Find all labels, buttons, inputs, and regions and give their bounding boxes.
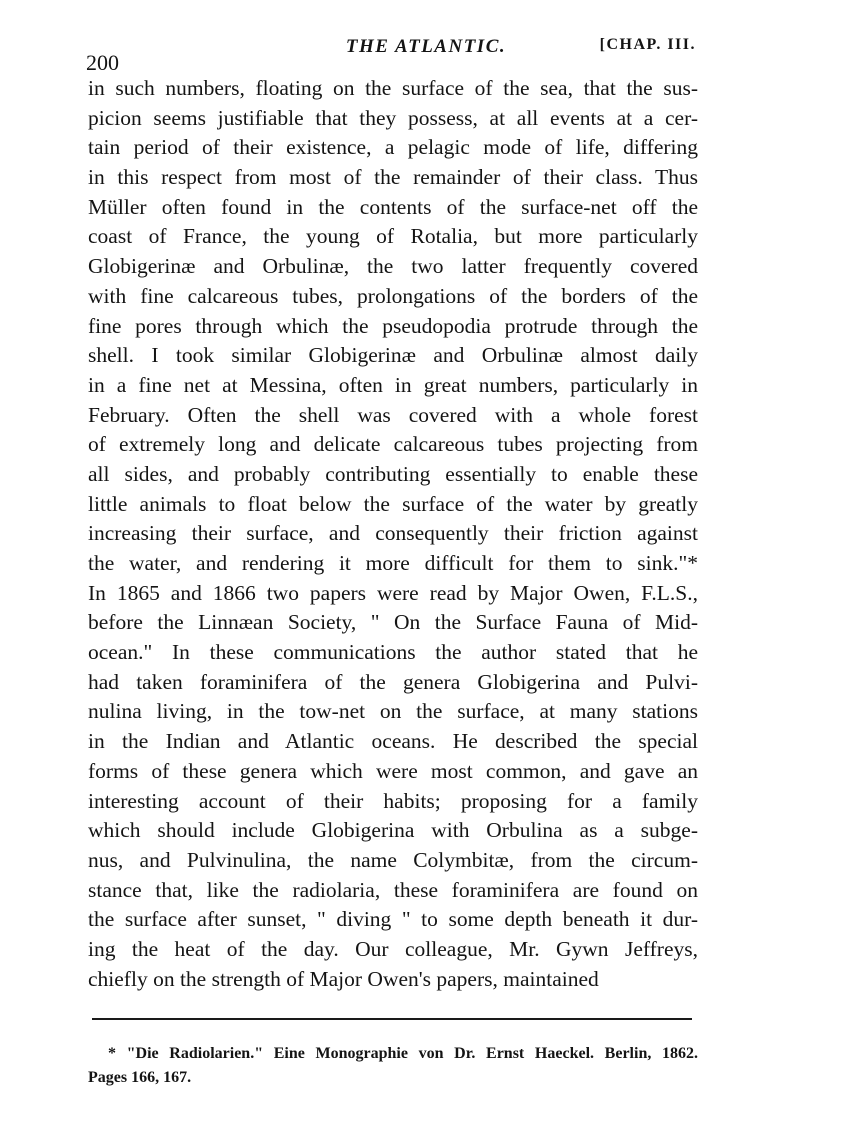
text-line: forms of these genera which were most common, and gave an [88,758,698,783]
footnote [88,1042,698,1090]
page-number: 200 [86,50,119,75]
text-line: in the Indian and Atlantic oceans. He described the special [88,729,698,754]
text-line: fine pores through which the pseudopodia protrude through the [88,313,698,338]
text-line: shell. I took similar Globigerinæ and Orbulinæ almost daily [88,343,698,368]
text-line: of extremely long and delicate calcareous tubes projecting from [88,432,698,457]
footnote-divider [92,1018,692,1020]
text-line: ing the heat of the day. Our colleague, Mr. Gywn Jeffreys, [88,936,698,961]
text-line: in a fine net at Messina, often in great numbers, particularly in [88,372,698,397]
text-line: increasing their surface, and consequently their friction against [88,521,698,546]
text-line: nus, and Pulvinulina, the name Colymbitæ, from the circum- [88,847,698,872]
text-line: coast of France, the young of Rotalia, but more particularly [88,224,698,249]
text-line: in such numbers, floating on the surface of the sea, that the sus- [88,76,698,100]
text-line: in this respect from most of the remainder of their class. Thus [88,165,698,190]
text-line: little animals to float below the surface of the water by greatly [88,491,698,516]
text-line: tain period of their existence, a pelagic mode of life, differing [88,135,698,160]
text-line: stance that, like the radiolaria, these foraminifera are found on [88,877,698,902]
text-line: February. Often the shell was covered with a whole forest [88,402,698,427]
text-line: all sides, and probably contributing essentially to enable these [88,461,698,486]
text-line: Globigerinæ and Orbulinæ, the two latter frequently covered [88,254,698,279]
text-line: chiefly on the strength of Major Owen's papers, maintained [88,966,599,991]
running-title: THE ATLANTIC. [345,36,507,57]
footnote-line: * "Die Radiolarien." Eine Monographie von Dr. Ernst Haeckel. Berlin, 1862. [108,1045,698,1062]
footnote-line: Pages 166, 167. [88,1069,192,1086]
text-line: interesting account of their habits; proposing for a family [88,788,698,813]
text-line: ocean." In these communications the author stated that he [88,640,698,665]
text-line: the surface after sunset, " diving " to some depth beneath it dur- [88,907,698,932]
body-text [88,74,698,994]
text-line: which should include Globigerina with Orbulina as a subge- [88,818,698,843]
text-line: In 1865 and 1866 two papers were read by Major Owen, F.L.S., [88,580,698,605]
text-line: had taken foraminifera of the genera Globigerina and Pulvi- [88,669,698,694]
chapter-reference: [CHAP. III. [599,36,696,53]
text-line: before the Linnæan Society, " On the Surface Fauna of Mid- [88,610,698,635]
text-line: nulina living, in the tow-net on the surface, at many stations [88,699,698,724]
text-line: Müller often found in the contents of the surface-net off the [88,194,698,219]
text-line: with fine calcareous tubes, prolongations of the borders of the [88,283,698,308]
text-line: the water, and rendering it more difficult for them to sink."* [88,551,698,575]
text-line: picion seems justifiable that they possess, at all events at a cer- [88,105,698,130]
